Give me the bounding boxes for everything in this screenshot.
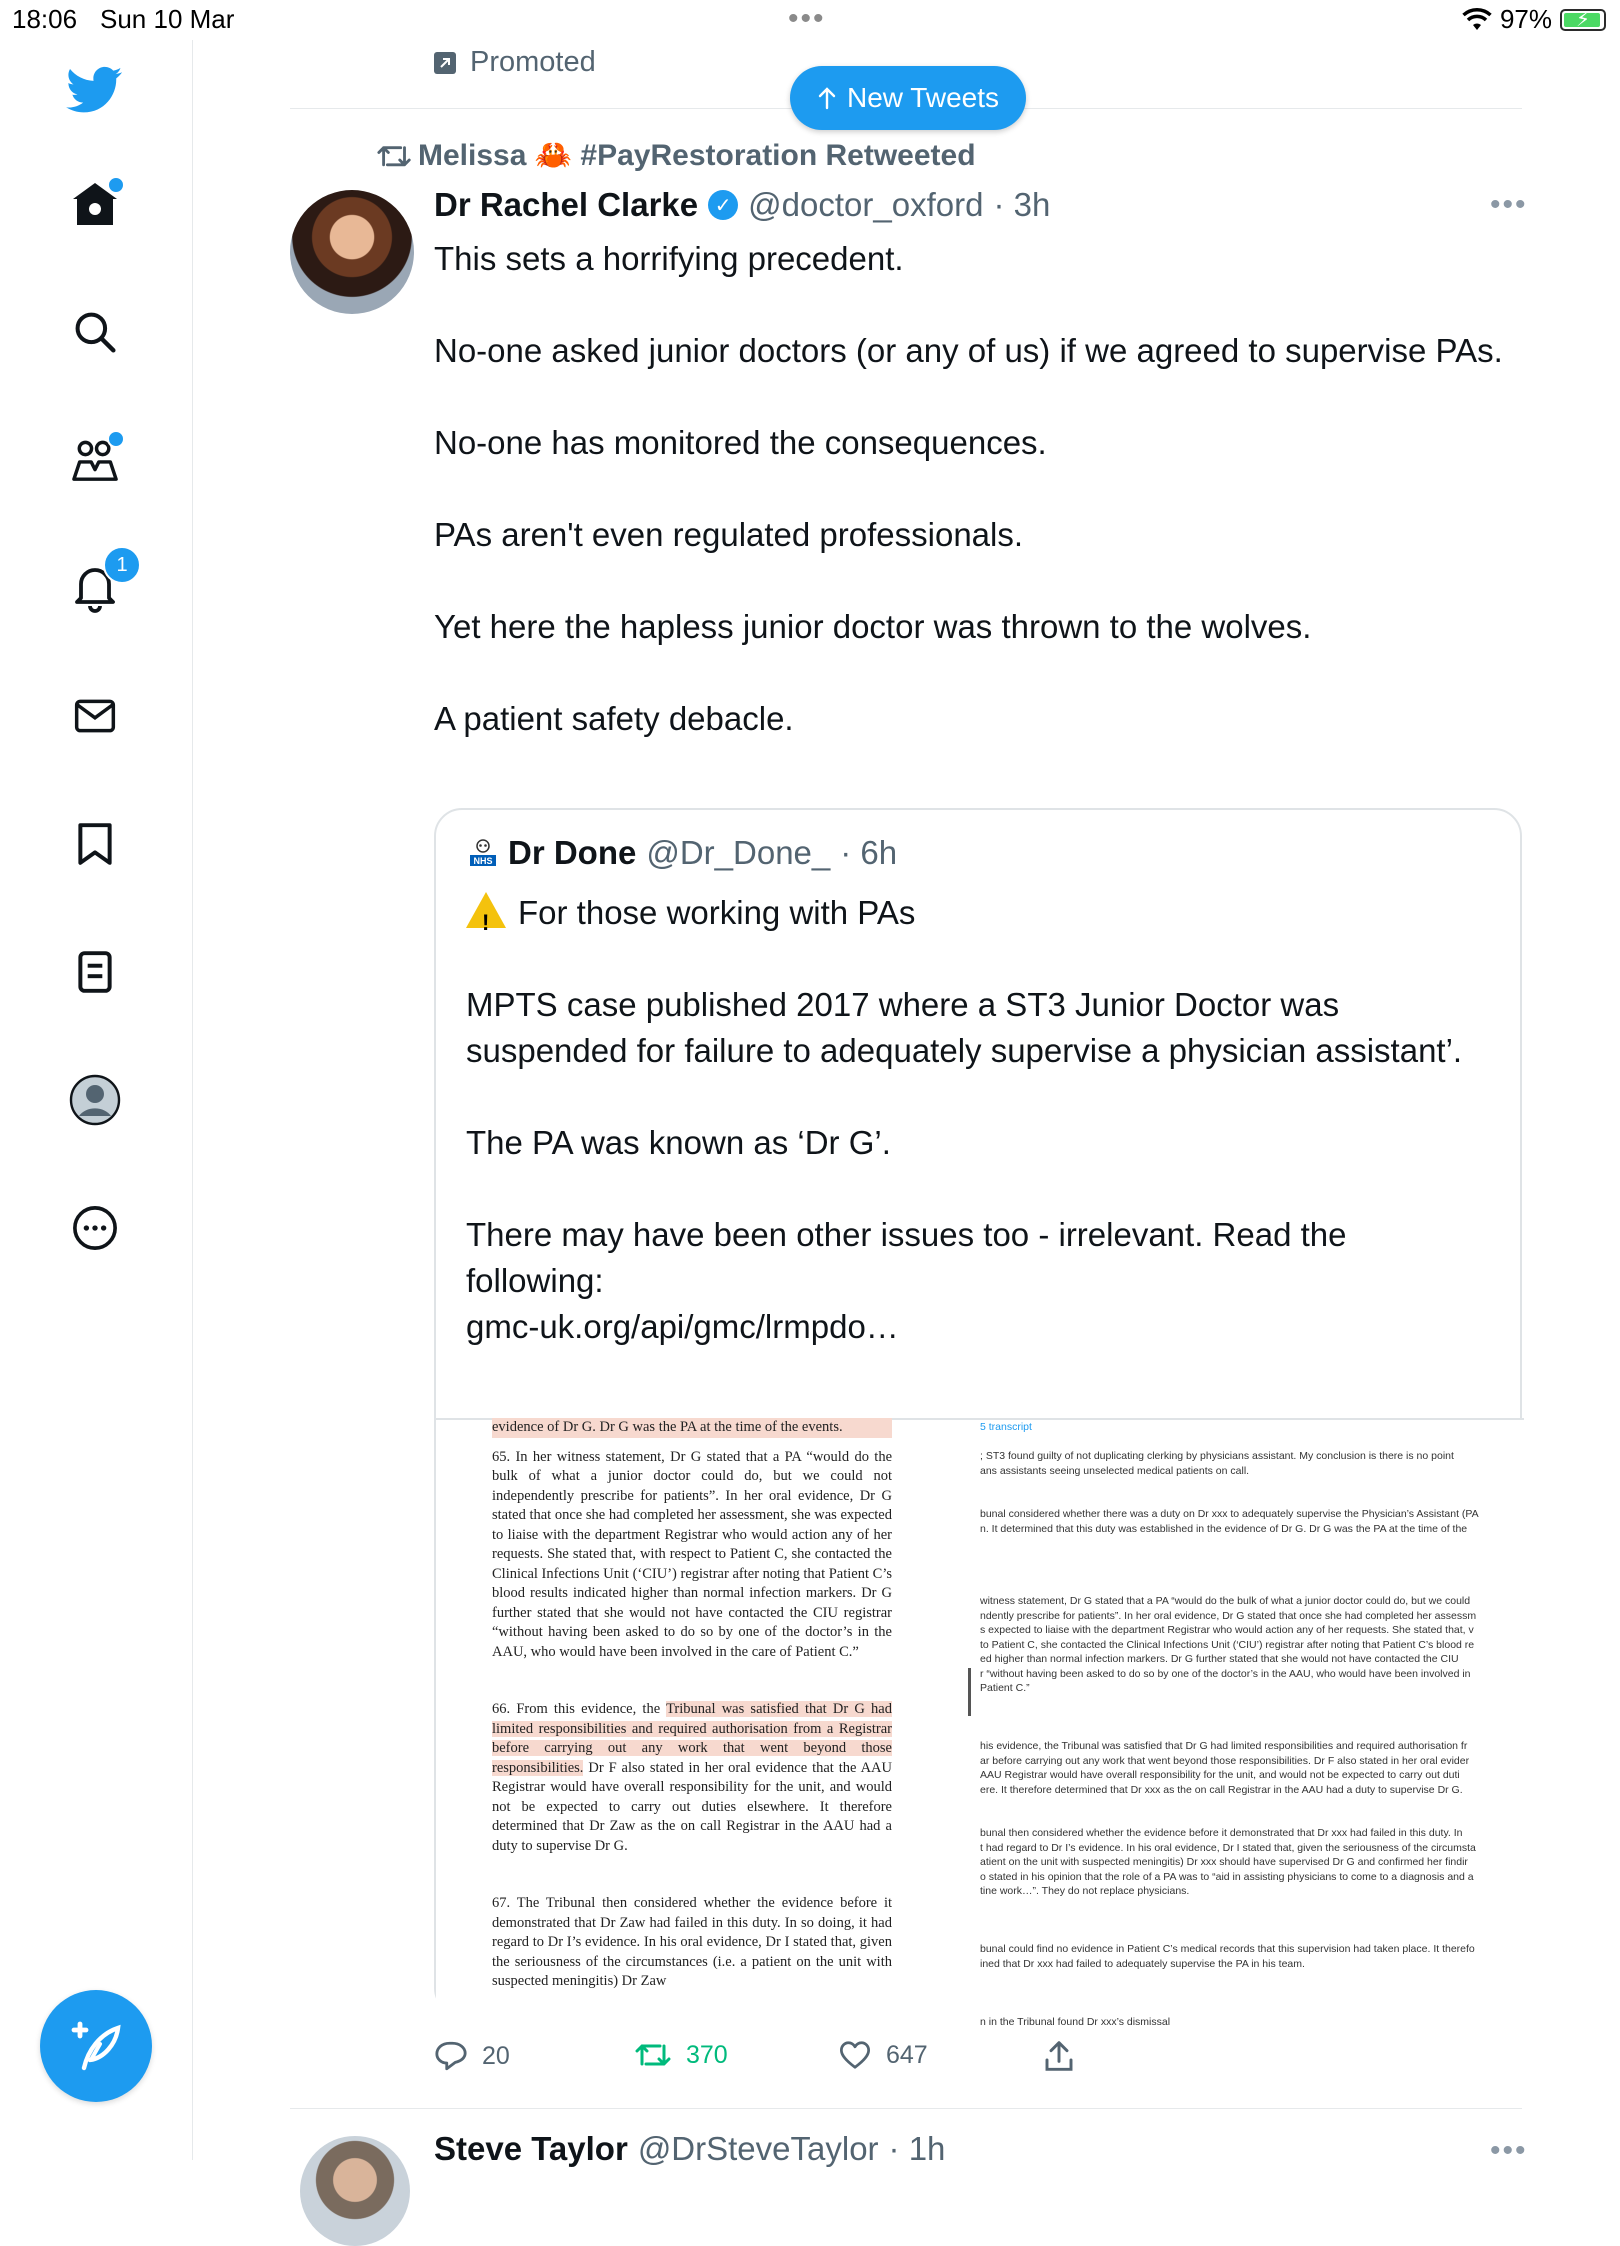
divider xyxy=(290,2108,1522,2109)
document-line: bunal considered whether there was a duty on Dr xxx to adequately supervise the Physician’s Assistant (PA xyxy=(980,1508,1479,1520)
document-line: t had regard to Dr I’s evidence. In his oral evidence, Dr I stated that, given the seriousness of the circumsta xyxy=(980,1841,1476,1854)
document-line xyxy=(980,1478,1524,1493)
svg-text:NHS: NHS xyxy=(473,856,493,866)
more-circle-icon xyxy=(72,1205,118,1251)
bookmarks-nav[interactable] xyxy=(55,804,135,884)
lists-nav[interactable] xyxy=(55,932,135,1012)
warning-icon: ! xyxy=(466,892,506,928)
document-line: bunal could find no evidence in Patient C’s medical records that this supervision had taken place. It therefo xyxy=(980,1943,1475,1955)
document-line xyxy=(980,1928,1524,1943)
quoted-time: · 6h xyxy=(840,834,898,871)
quoted-text: ! For those working with PAs MPTS case published 2017 where a ST3 Junior Doctor was suspended for failure to adequately supervise a physician assistant’. The PA was known as ‘Dr G’. There may have been other issues too - irrelevant. Read the following: gmc-uk.org/api/gmc/lrmpdo… xyxy=(466,890,1486,1350)
new-tweets-button[interactable]: New Tweets xyxy=(790,66,1026,130)
promoted-icon xyxy=(434,52,456,74)
wifi-icon xyxy=(1462,8,1492,32)
status-right xyxy=(1462,4,1606,35)
document-line xyxy=(980,1797,1524,1812)
document-line: tine work…”. They do not replace physicians. xyxy=(980,1885,1190,1897)
status-date: Sun 10 Mar xyxy=(100,4,235,34)
battery-icon: ⚡ xyxy=(1560,9,1606,31)
retweet-icon xyxy=(634,2040,672,2070)
compose-tweet-button[interactable] xyxy=(40,1990,152,2102)
document-line xyxy=(980,1580,1524,1595)
author-name[interactable]: Dr Rachel Clarke xyxy=(434,186,699,223)
document-line xyxy=(980,1971,1524,1986)
document-line: bunal then considered whether the evidence before it demonstrated that Dr xxx had failed in this duty. In xyxy=(980,1827,1463,1839)
document-line: Patient C.” xyxy=(980,1682,1030,1694)
document-line: 5 transcript xyxy=(980,1421,1032,1433)
document-line: n in the Tribunal found Dr xxx’s dismissal xyxy=(980,2015,1171,2028)
scroll-indicator xyxy=(968,1668,971,1716)
reply-icon xyxy=(434,2040,468,2072)
document-line: to Patient C, she contacted the Clinical Infections Unit (‘CIU’) registrar after noting that Patient C’s blood re xyxy=(980,1638,1475,1651)
next-author-avatar[interactable] xyxy=(300,2136,410,2246)
document-excerpt-right xyxy=(980,1420,1524,2028)
document-line: witness statement, Dr G stated that a PA “would do the bulk of what a junior doctor could do, but we could xyxy=(980,1595,1471,1607)
tweet-author[interactable] xyxy=(434,186,1050,224)
share-button[interactable] xyxy=(1044,2040,1074,2072)
home-dot xyxy=(107,176,125,194)
bookmark-icon xyxy=(76,821,114,867)
share-icon xyxy=(1044,2040,1074,2072)
document-line: ; ST3 found guilty of not duplicating clerking by physicians assistant. My conclusion is there is no point xyxy=(980,1450,1454,1462)
heart-icon xyxy=(838,2040,872,2070)
tweet-text: This sets a horrifying precedent. No-one asked junior doctors (or any of us) if we agreed to supervise PAs. No-one has monitored the consequences. PAs aren't even regulated professionals. Yet here the hapless junior doctor was thrown to the wolves. A patient safety debacle. xyxy=(434,240,1503,737)
document-line: atient on the unit with suspected meningitis) Dr xxx should have supervised Dr G and confirmed her findir xyxy=(980,1856,1468,1868)
document-line xyxy=(980,1725,1524,1740)
retweet-count: 370 xyxy=(686,2040,728,2069)
explore-nav[interactable] xyxy=(55,292,135,372)
promoted-label: Promoted xyxy=(434,46,596,79)
document-line xyxy=(980,1899,1524,1914)
list-icon xyxy=(76,949,114,995)
document-line: r “without having been asked to do so by one of the doctor’s in the AAU, who would have been involved in xyxy=(980,1667,1471,1680)
sidebar xyxy=(0,40,193,2160)
author-handle[interactable]: @doctor_oxford xyxy=(748,186,984,223)
mail-icon xyxy=(73,696,117,736)
search-icon xyxy=(73,310,117,354)
notifications-badge: 1 xyxy=(103,546,141,584)
document-line: ined that Dr xxx had failed to adequately supervise the PA in his team. xyxy=(980,1957,1305,1970)
status-time: 18:06 xyxy=(12,4,78,34)
document-excerpt-left: evidence of Dr G. Dr G was the PA at the time of the events. 65. In her witness statement, Dr G stated that a PA “would do the bulk of what a junior doctor could do, but we could not independently prescribe for patients”. In her oral evidence, Dr G stated that once she had completed her assessment, she was expected to liaise with the department Registrar who would action any of her requests. She stated that, with respect to Patient C, she contacted the Clinical Infections Unit (‘CIU’) registrar after noting that Patient C’s blood results indicated higher than normal infection markers. Dr G further stated that she would not have contacted the CIU registrar “without having been asked to do so by one of the doctor’s in the AAU, who would have been involved in the care of Patient C.” 66. From this evidence, the Tribunal was satisfied that Dr G had limited responsibilities and required authorisation from a Registrar before carrying out any work that went beyond those responsibilities. Dr F also stated in her oral evidence that the AAU Registrar would have overall responsibility for the unit, and would not be expected to carry out duties elsewhere. It therefore determined that Dr Zaw as the on call Registrar in the AAU had a duty to supervise Dr G. 67. The Tribunal then considered whether the evidence before it demonstrated that Dr Zaw had failed in this duty. In so doing, it had regard to Dr I’s evidence. In his oral evidence, Dr I stated that, given the seriousness of the circumstances (i.e. a patient on the unit with suspected meningitis) Dr Zaw xyxy=(492,1419,892,1989)
document-line xyxy=(980,1565,1524,1580)
nhs-skull-icon xyxy=(468,838,498,868)
document-line: ed higher than normal infection markers. Dr G further stated that she would not have contacted the CIU xyxy=(980,1653,1459,1665)
feather-plus-icon xyxy=(68,2018,124,2074)
arrow-up-icon xyxy=(817,86,837,110)
document-line: ere. It therefore determined that Dr xxx as the on call Registrar in the AAU had a duty to supervise Dr G. xyxy=(980,1783,1463,1796)
like-button[interactable] xyxy=(838,2040,928,2070)
multitasking-dots[interactable]: ••• xyxy=(788,2,826,35)
next-tweet-author[interactable]: Steve Taylor @DrSteveTaylor · 1h xyxy=(434,2130,946,2167)
document-line: s expected to liaise with the department Registrar who would action any of her requests. She stated that, v xyxy=(980,1624,1474,1636)
document-line: AAU Registrar would have overall responsibility for the unit, and would not be expected to carry out duti xyxy=(980,1769,1460,1781)
author-avatar[interactable] xyxy=(290,190,414,314)
quoted-link[interactable]: gmc-uk.org/api/gmc/lrmpdo… xyxy=(466,1308,899,1345)
document-line xyxy=(980,1435,1524,1450)
document-line xyxy=(980,1913,1524,1928)
more-nav[interactable] xyxy=(55,1188,135,1268)
reply-button[interactable] xyxy=(434,2040,510,2072)
tweet-time[interactable]: · 3h xyxy=(993,186,1051,223)
document-line xyxy=(980,1551,1524,1566)
retweet-icon xyxy=(376,142,414,172)
document-line xyxy=(980,1696,1524,1711)
notifications-nav[interactable] xyxy=(55,548,135,628)
document-line xyxy=(980,1812,1524,1827)
document-line xyxy=(980,1986,1524,2001)
document-line: n. It determined that this duty was established in the evidence of Dr G. Dr G was the PA at the time of the xyxy=(980,1522,1468,1535)
next-tweet-more-icon[interactable]: ••• xyxy=(1490,2134,1528,2167)
quoted-author[interactable] xyxy=(468,834,897,872)
document-line: his evidence, the Tribunal was satisfied that Dr G had limited responsibilities and required authorisation fr xyxy=(980,1740,1468,1752)
quoted-tweet[interactable] xyxy=(434,808,1522,2028)
profile-nav[interactable] xyxy=(55,1060,135,1140)
quoted-author-name: Dr Done xyxy=(508,834,637,871)
messages-nav[interactable] xyxy=(55,676,135,756)
reply-count: 20 xyxy=(482,2041,510,2070)
document-line xyxy=(980,2000,1524,2015)
communities-nav[interactable] xyxy=(55,420,135,500)
retweet-button[interactable] xyxy=(634,2040,728,2070)
document-line xyxy=(980,1536,1524,1551)
verified-icon: ✓ xyxy=(708,190,738,220)
like-count: 647 xyxy=(886,2040,928,2069)
home-nav[interactable] xyxy=(55,164,135,244)
battery-percent: 97% xyxy=(1499,4,1552,34)
tweet-more-icon[interactable]: ••• xyxy=(1490,188,1528,221)
quoted-handle: @Dr_Done_ xyxy=(646,834,831,871)
avatar-icon xyxy=(69,1074,121,1126)
document-line: ans assistants seeing unselected medical patients on call. xyxy=(980,1464,1250,1477)
twitter-logo-icon[interactable] xyxy=(55,50,135,130)
document-line xyxy=(980,1493,1524,1508)
communities-dot xyxy=(107,430,125,448)
quoted-media-image[interactable] xyxy=(436,1418,1524,2028)
tweet-actions xyxy=(434,2040,1134,2084)
retweeted-by-label[interactable]: Melissa 🦀 #PayRestoration Retweeted xyxy=(376,138,976,173)
document-line xyxy=(980,1710,1524,1725)
document-line: ndently prescribe for patients”. In her oral evidence, Dr G stated that once she had completed her assessm xyxy=(980,1609,1477,1622)
document-line: o stated in his opinion that the role of a PA was to “aid in assisting physicians to come to a diagnosis and a xyxy=(980,1870,1474,1883)
document-line: ar before carrying out any work that went beyond those responsibilities. Dr F also stated in her oral evider xyxy=(980,1754,1470,1767)
